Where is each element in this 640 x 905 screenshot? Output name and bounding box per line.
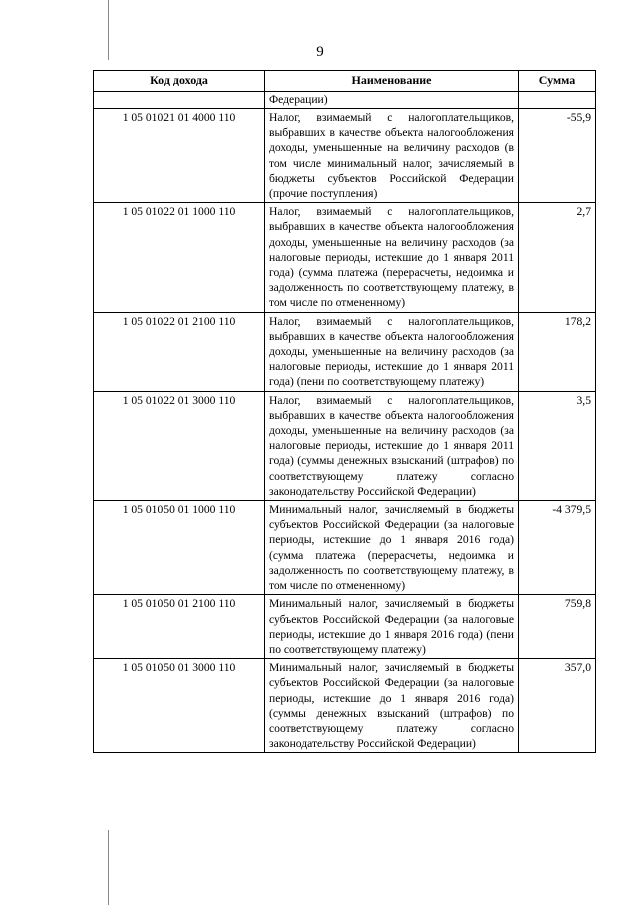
income-sum: 178,2	[519, 312, 596, 391]
continuation-row	[94, 92, 596, 109]
income-sum: -55,9	[519, 109, 596, 203]
income-code: 1 05 01022 01 2100 110	[94, 312, 265, 391]
income-code: 1 05 01022 01 1000 110	[94, 203, 265, 312]
income-code: 1 05 01021 01 4000 110	[94, 109, 265, 203]
income-name: Минимальный налог, зачисляемый в бюджеты субъектов Российской Федерации (за налоговые периоды, истекшие до 1 января 2016 года) (сумма платежа (перерасчеты, недоимка и задолженность по соответствующему платежу, в том числе по отмененному)	[265, 501, 519, 595]
income-sum: -4 379,5	[519, 501, 596, 595]
header-name: Наименование	[265, 71, 519, 92]
table-row	[94, 109, 596, 203]
income-sum: 3,5	[519, 391, 596, 500]
continuation-text: Федерации)	[265, 92, 519, 109]
revenue-table	[93, 70, 596, 753]
income-sum: 759,8	[519, 595, 596, 659]
income-code: 1 05 01050 01 1000 110	[94, 501, 265, 595]
income-name: Налог, взимаемый с налогоплательщиков, выбравших в качестве объекта налогообложения доходы, уменьшенные на величину расходов (за налоговые периоды, истекшие до 1 января 2011 года) (пени по соответствующему платежу)	[265, 312, 519, 391]
empty-cell	[519, 92, 596, 109]
table-row	[94, 501, 596, 595]
income-code: 1 05 01050 01 2100 110	[94, 595, 265, 659]
table-row	[94, 391, 596, 500]
scan-edge-line	[108, 830, 109, 905]
empty-cell	[94, 92, 265, 109]
income-name: Налог, взимаемый с налогоплательщиков, выбравших в качестве объекта налогообложения доходы, уменьшенные на величину расходов (за налоговые периоды, истекшие до 1 января 2011 года) (сумма платежа (перерасчеты, недоимка и задолженность по соответствующему платежу, в том числе по отмененному)	[265, 203, 519, 312]
income-name: Минимальный налог, зачисляемый в бюджеты субъектов Российской Федерации (за налоговые периоды, истекшие до 1 января 2016 года) (суммы денежных взысканий (штрафов) по соответствующему платежу согласно законодательству Российской Федерации)	[265, 659, 519, 753]
table-row	[94, 659, 596, 753]
income-sum: 2,7	[519, 203, 596, 312]
income-code: 1 05 01022 01 3000 110	[94, 391, 265, 500]
income-name: Налог, взимаемый с налогоплательщиков, выбравших в качестве объекта налогообложения доходы, уменьшенные на величину расходов (в том числе минимальный налог, зачисляемый в бюджеты субъектов Российской Федерации (прочие поступления)	[265, 109, 519, 203]
header-code: Код дохода	[94, 71, 265, 92]
table-row	[94, 312, 596, 391]
income-sum: 357,0	[519, 659, 596, 753]
income-name: Налог, взимаемый с налогоплательщиков, выбравших в качестве объекта налогообложения доходы, уменьшенные на величину расходов (за налоговые периоды, истекшие до 1 января 2011 года) (суммы денежных взысканий (штрафов) по соответствующему платежу согласно законодательству Российской Федерации)	[265, 391, 519, 500]
header-sum: Сумма	[519, 71, 596, 92]
income-code: 1 05 01050 01 3000 110	[94, 659, 265, 753]
table-row	[94, 203, 596, 312]
table-header-row	[94, 71, 596, 92]
page-number: 9	[316, 44, 324, 60]
income-name: Минимальный налог, зачисляемый в бюджеты субъектов Российской Федерации (за налоговые периоды, истекшие до 1 января 2016 года) (пени по соответствующему платежу)	[265, 595, 519, 659]
table-row	[94, 595, 596, 659]
